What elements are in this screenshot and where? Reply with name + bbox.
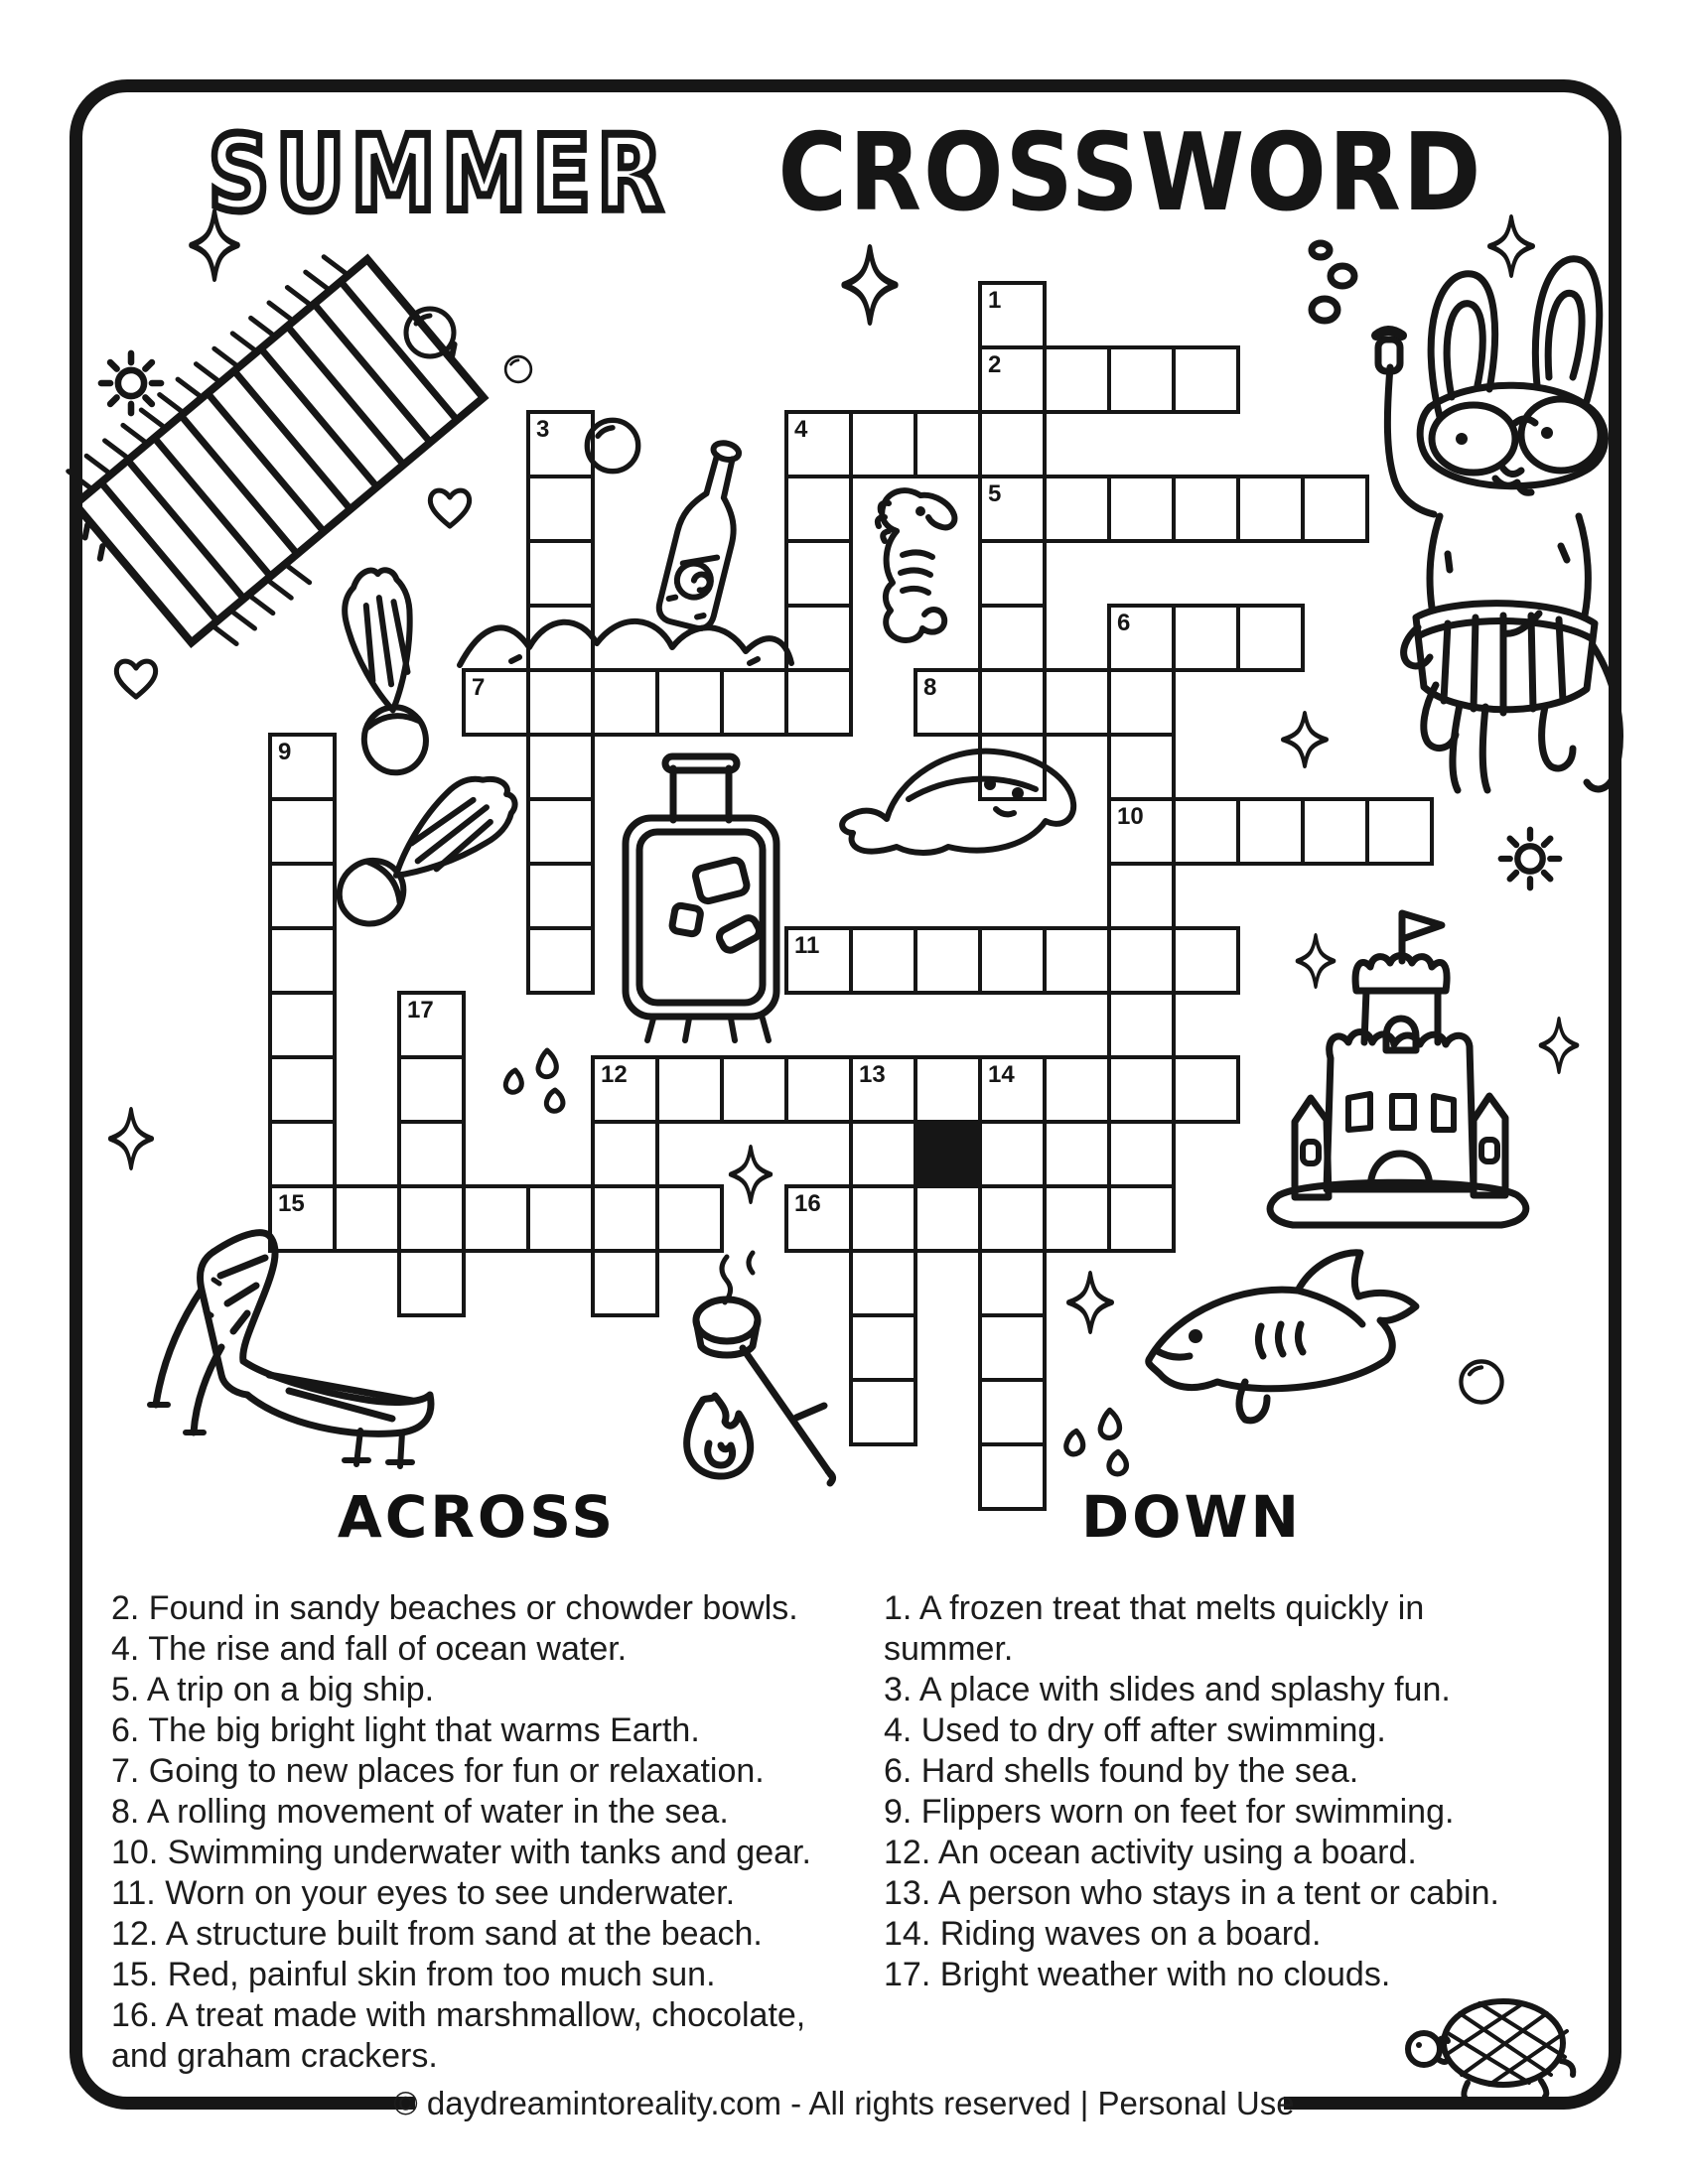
page-border-frame	[70, 79, 1621, 2110]
turtle	[1402, 1991, 1591, 2103]
clue-item: 3. A place with slides and splashy fun.	[884, 1671, 1451, 1708]
clue-item: 8. A rolling movement of water in the sea.	[111, 1793, 729, 1831]
cell-number: 4	[794, 416, 808, 443]
across-heading: ACROSS	[337, 1483, 617, 1551]
cell-number: 9	[278, 739, 292, 765]
clue-item: 13. A person who stays in a tent or cabin.	[884, 1874, 1499, 1912]
clue-item: 12. An ocean activity using a board.	[884, 1834, 1417, 1871]
clue-item: 6. The big bright light that warms Earth.	[111, 1711, 700, 1749]
cell-number: 16	[794, 1190, 821, 1217]
clue-item: 4. The rise and fall of ocean water.	[111, 1630, 628, 1668]
cell-number: 1	[988, 287, 1002, 314]
cell-number: 11	[794, 932, 820, 959]
footer-credit: © daydreamintoreality.com - All rights reserved | Personal Use	[393, 2085, 1295, 2121]
cell-number: 15	[278, 1190, 305, 1217]
cell-number: 5	[988, 480, 1002, 507]
clue-item: 14. Riding waves on a board.	[884, 1915, 1322, 1953]
down-heading: DOWN	[1081, 1483, 1302, 1551]
title-word-summer: SUMMER	[208, 113, 669, 234]
clue-item: 6. Hard shells found by the sea.	[884, 1752, 1359, 1790]
clue-item: 15. Red, painful skin from too much sun.	[111, 1956, 716, 1993]
clue-item: 2. Found in sandy beaches or chowder bowls.	[111, 1589, 798, 1627]
clue-item: 7. Going to new places for fun or relaxation.	[111, 1752, 765, 1790]
cell-number: 2	[988, 351, 1002, 378]
clue-item: 9. Flippers worn on feet for swimming.	[884, 1793, 1455, 1831]
title-word-crossword: CROSSWORD	[777, 111, 1482, 235]
clue-item: 1. A frozen treat that melts quickly in summer.	[884, 1589, 1425, 1668]
clue-item: 12. A structure built from sand at the beach.	[111, 1915, 763, 1953]
cell-number: 13	[859, 1061, 886, 1088]
clue-item: 10. Swimming underwater with tanks and gear.	[111, 1834, 811, 1871]
clue-item: 17. Bright weather with no clouds.	[884, 1956, 1391, 1993]
clue-item: 16. A treat made with marshmallow, chocolate, and graham crackers.	[111, 1996, 806, 2075]
cell-number: 14	[988, 1061, 1015, 1088]
cell-number: 8	[923, 674, 937, 701]
cell-number: 12	[601, 1061, 628, 1088]
cell-number: 6	[1117, 610, 1131, 636]
clue-item: 5. A trip on a big ship.	[111, 1671, 435, 1708]
clue-item: 4. Used to dry off after swimming.	[884, 1711, 1386, 1749]
clue-item: 11. Worn on your eyes to see underwater.	[111, 1874, 736, 1912]
cell-number: 17	[407, 997, 434, 1024]
cell-number: 10	[1117, 803, 1144, 830]
cell-number: 3	[536, 416, 550, 443]
cell-number: 7	[472, 674, 486, 701]
